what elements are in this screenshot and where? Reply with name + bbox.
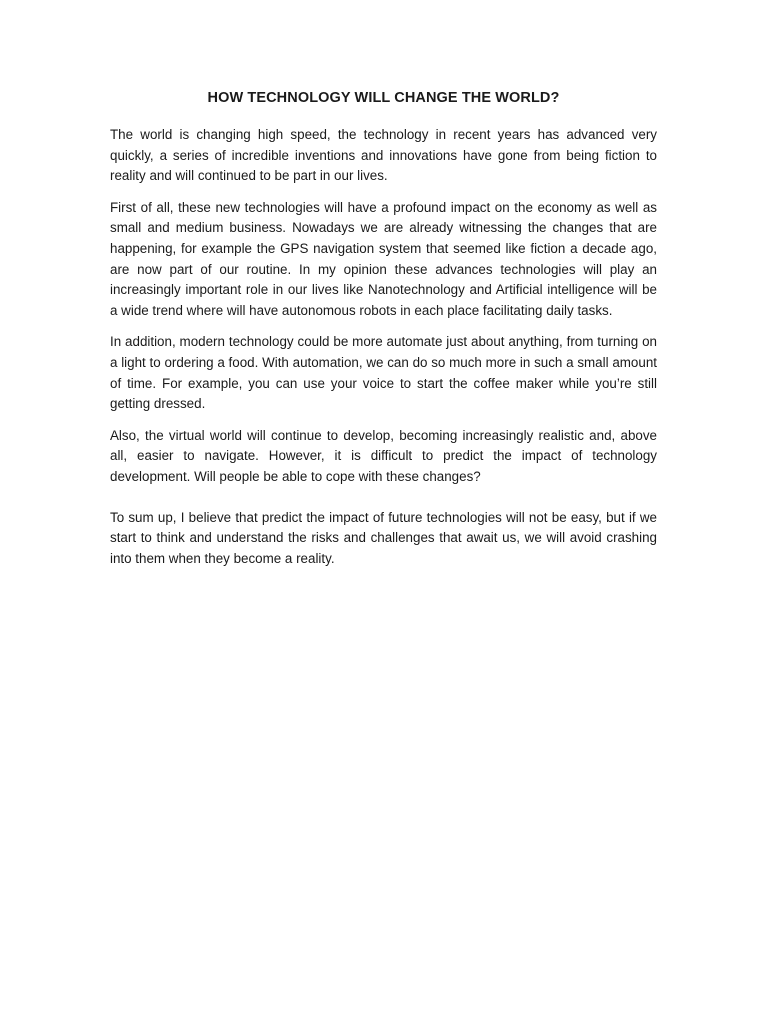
paragraph-intro: The world is changing high speed, the technology in recent years has advanced very quickly, a series of incredible inventions and innovations have gone from being fiction to reality and will continued to be part in our lives.: [110, 127, 657, 184]
paragraph-automation: In addition, modern technology could be more automate just about anything, from turning on a light to ordering a food. With automation, we can do so much more in such a small amount of time. For example, you can use your voice to start the coffee maker while you’re still getting dressed.: [110, 334, 657, 412]
document-page: [110, 88, 657, 580]
document-title: HOW TECHNOLOGY WILL CHANGE THE WORLD?: [207, 90, 560, 106]
paragraph-virtual-world: Also, the virtual world will continue to develop, becoming increasingly realistic and, above all, easier to navigate. However, it is difficult to predict the impact of technology development. Will people be able to cope with these changes?: [110, 427, 657, 484]
paragraph-conclusion: To sum up, I believe that predict the impact of future technologies will not be easy, but if we start to think and understand the risks and challenges that await us, we will avoid crashing into them when they become a reality.: [110, 509, 657, 566]
paragraph-economy: First of all, these new technologies will have a profound impact on the economy as well as small and medium business. Nowadays we are already witnessing the changes that are happening, for example the GPS navigation system that seemed like fiction a decade ago, are now part of our routine. In my opinion these advances technologies will play an increasingly important role in our lives like Nanotechnology and Artificial intelligence will be a wide trend where will have autonomous robots in each place facilitating daily tasks.: [110, 199, 657, 318]
